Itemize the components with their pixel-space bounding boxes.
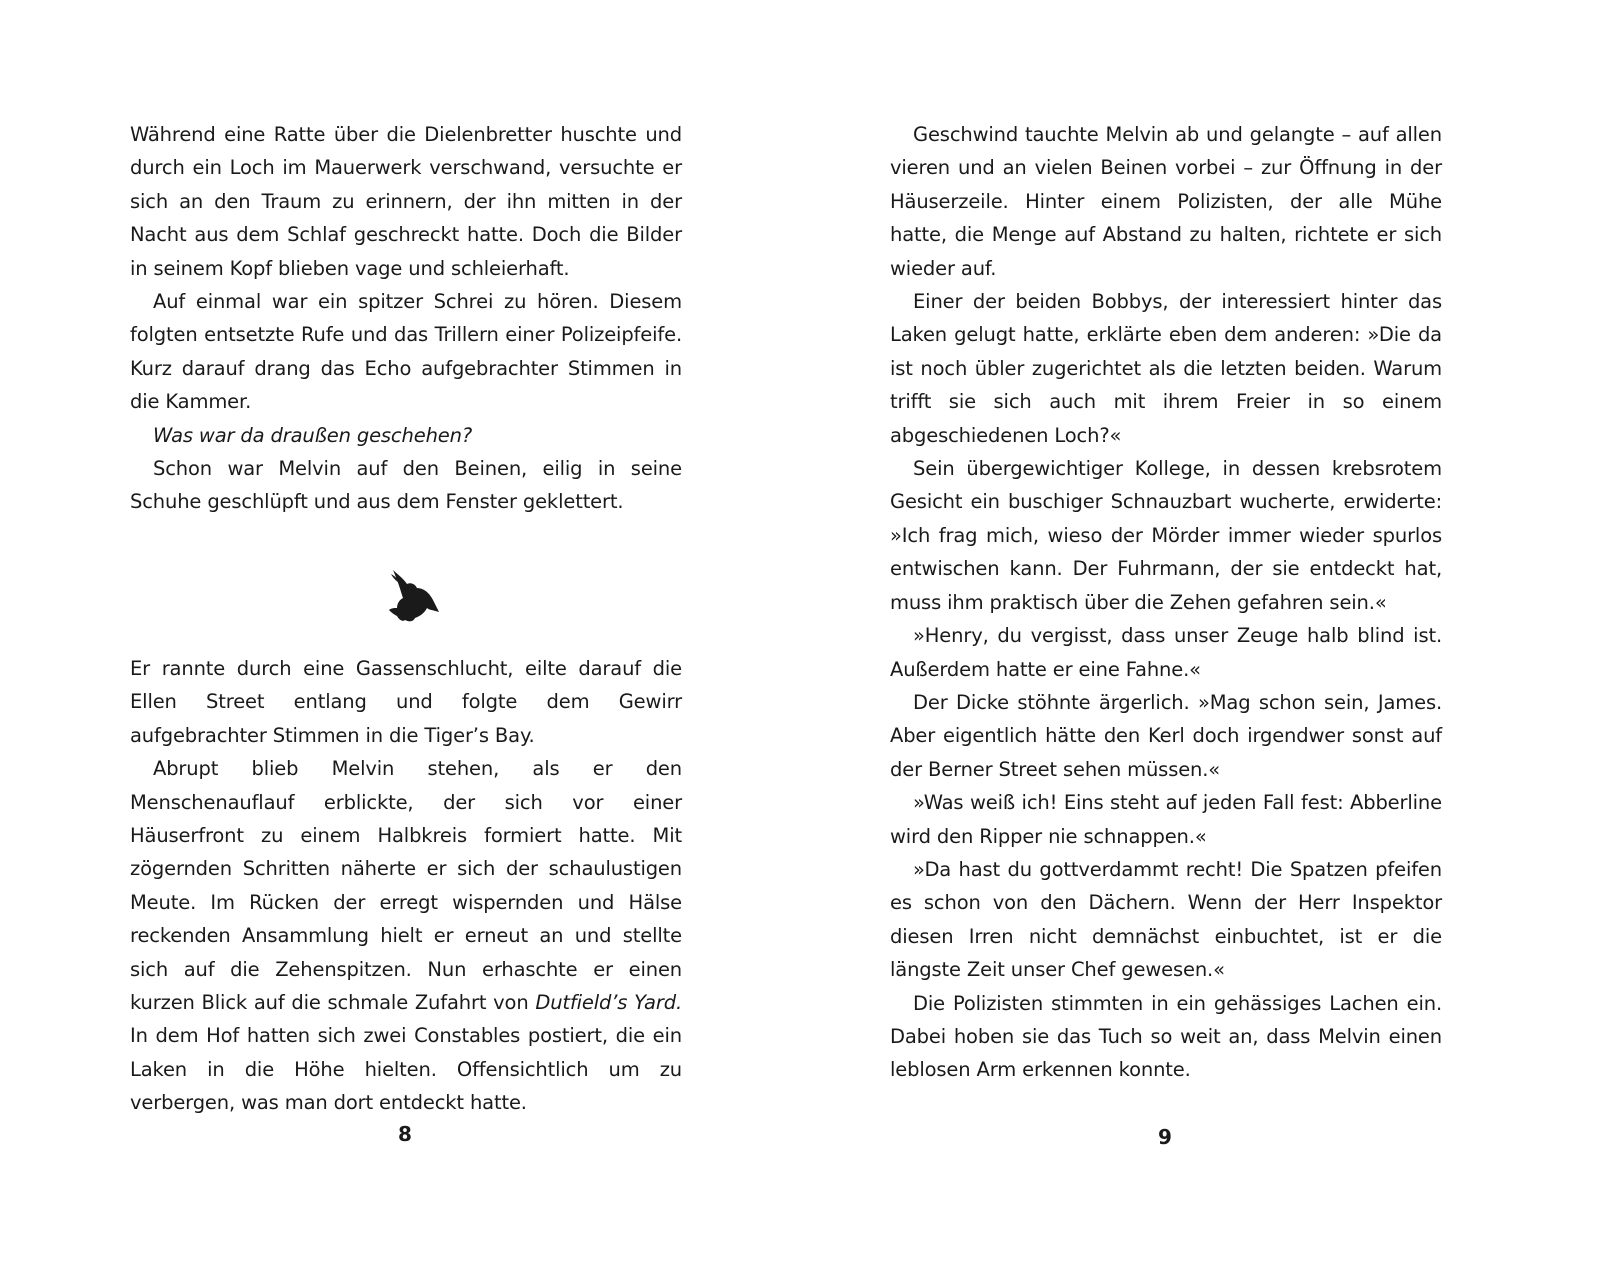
- italic-text: Was war da draußen geschehen?: [153, 423, 473, 447]
- paragraph: Er rannte durch eine Gassenschlucht, eilte darauf die Ellen Street entlang und folgte dem Gewirr aufgebrachter Stimmen in die Tiger’s Bay.: [130, 657, 682, 747]
- italic-paragraph: [130, 419, 682, 452]
- paragraph-text: In dem Hof hatten sich zwei Constables postiert, die ein Laken in die Höhe hielten. Offensichtlich um zu verbergen, was man dort entdeckt hatte.: [130, 1024, 682, 1115]
- paragraph: Die Polizisten stimmten in ein gehässiges Lachen ein. Dabei hoben sie das Tuch so weit an, dass Melvin einen leblosen Arm erkennen konnte.: [890, 991, 1442, 1082]
- page-number: 9: [1158, 1125, 1172, 1149]
- paragraph-text: Abrupt blieb Melvin stehen, als er den Menschenauflauf erblickte, der sich vor einer Häuserfront zu einem Halbkreis formiert hatte. Mit zögernden Schritten näherte er sich der schaulustigen Meute. Im Rücken der erregt wispernden und Hälse reckenden Ansammlung hielt er erneut an und stellte sich auf die Zehenspitzen. Nun erhaschte er einen kurzen Blick auf die schmale Zufahrt von: [130, 757, 682, 1015]
- page-number: 8: [398, 1122, 412, 1146]
- italic-text: Dutfield’s Yard.: [535, 991, 682, 1015]
- raven-icon: [385, 568, 441, 624]
- right-page: [800, 0, 1600, 1274]
- paragraph: Während eine Ratte über die Dielenbretter huschte und durch ein Loch im Mauerwerk verschwand, versuchte er sich an den Traum zu erinnern, der ihn mitten in der Nacht aus dem Schlaf geschreckt hatte. Doch die Bilder in seinem Kopf blieben vage und schleierhaft.: [130, 123, 682, 280]
- paragraph: »Henry, du vergisst, dass unser Zeuge halb blind ist. Außerdem hatte er eine Fahne.«: [890, 624, 1442, 681]
- paragraph: [130, 752, 682, 1119]
- right-page-text: [890, 118, 1442, 1087]
- paragraph: »Was weiß ich! Eins steht auf jeden Fall fest: Abberline wird den Ripper nie schnappen.«: [890, 791, 1442, 848]
- left-page-text-bottom: [130, 652, 682, 1120]
- paragraph: Auf einmal war ein spitzer Schrei zu hören. Diesem folgten entsetzte Rufe und das Trillern einer Polizeipfeife. Kurz darauf drang das Echo aufgebrachter Stimmen in die Kammer.: [130, 290, 682, 414]
- paragraph: Der Dicke stöhnte ärgerlich. »Mag schon sein, James. Aber eigentlich hätte den Kerl doch irgendwer sonst auf der Berner Street sehen müssen.«: [890, 690, 1442, 781]
- paragraph: Einer der beiden Bobbys, der interessiert hinter das Laken gelugt hatte, erklärte eben dem anderen: »Die da ist noch übler zugerichtet als die letzten beiden. Warum trifft sie sich auch mit ihrem Freier in so einem abgeschiedenen Loch?«: [890, 290, 1442, 447]
- paragraph: Geschwind tauchte Melvin ab und gelangte – auf allen vieren und an vielen Beinen vorbei – zur Öffnung in der Häuserzeile. Hinter einem Polizisten, der alle Mühe hatte, die Menge auf Abstand zu halten, richtete er sich wieder auf.: [890, 123, 1442, 280]
- left-page-text-top: [130, 118, 682, 519]
- paragraph: »Da hast du gottverdammt recht! Die Spatzen pfeifen es schon von den Dächern. Wenn der Herr Inspektor diesen Irren nicht demnächst einbuchtet, ist er die längste Zeit unser Chef gewesen.«: [890, 857, 1442, 982]
- paragraph: Schon war Melvin auf den Beinen, eilig in seine Schuhe geschlüpft und aus dem Fenster geklettert.: [130, 457, 682, 514]
- paragraph: Sein übergewichtiger Kollege, in dessen krebsrotem Gesicht ein buschiger Schnauzbart wucherte, erwiderte: »Ich frag mich, wieso der Mörder immer wieder spurlos entwischen kann. Der Fuhrmann, der sie entdeckt hat, muss ihm praktisch über die Zehen gefahren sein.«: [890, 457, 1442, 614]
